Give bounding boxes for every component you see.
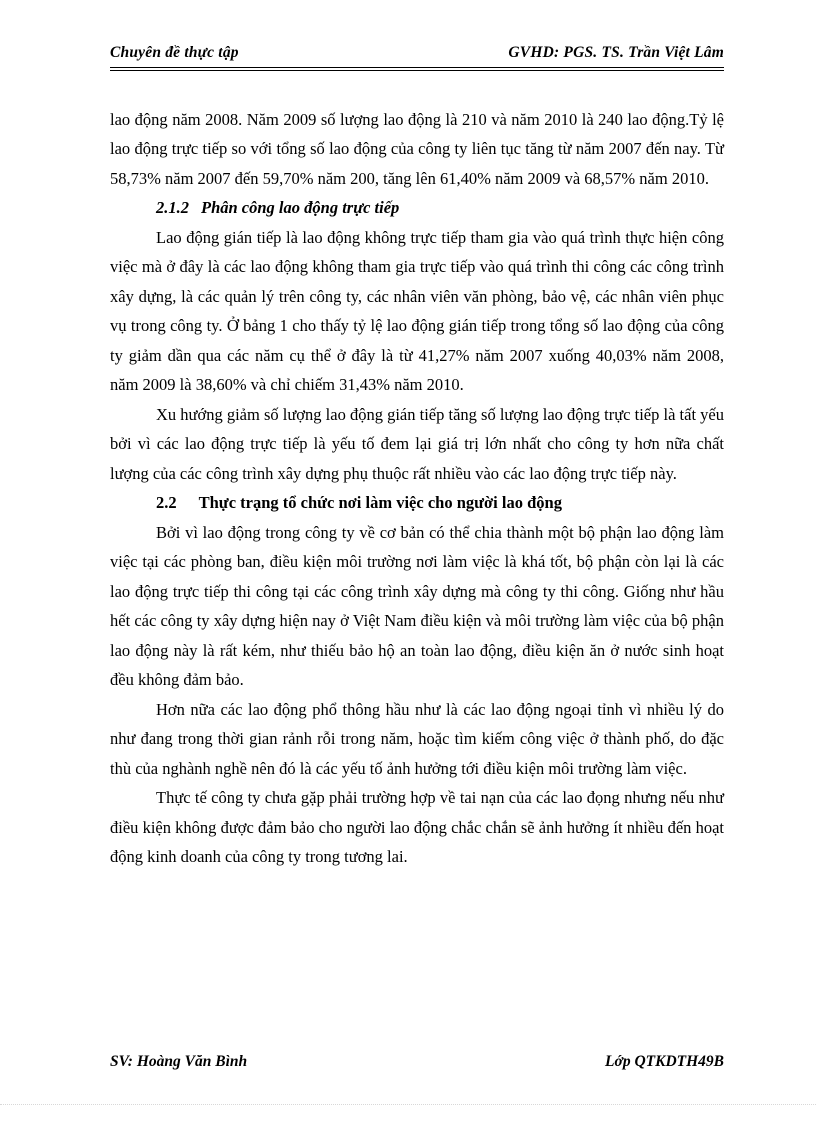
page-footer xyxy=(110,1049,724,1071)
paragraph-workplace: Bởi vì lao động trong công ty về cơ bản có thể chia thành một bộ phận lao động làm việc tại các phòng ban, điều kiện môi trường nơi làm việc là khá tốt, bộ phận còn lại là các lao động trực tiếp thi công tại các công trình xây dựng mà công ty thi công. Giống như hầu hết các công ty xây dựng hiện nay ở Việt Nam điều kiện và môi trường làm việc của bộ phận lao động này là rất kém, như thiếu bảo hộ an toàn lao động, điều kiện ăn ở nước sinh hoạt đều không đảm bảo. xyxy=(110,522,724,689)
footer-row xyxy=(110,1049,724,1071)
header-right-text: GVHD: PGS. TS. Trần Việt Lâm xyxy=(508,44,724,61)
page-header xyxy=(110,44,724,66)
body-text xyxy=(110,105,724,872)
footer-right-text: Lớp QTKDTH49B xyxy=(605,1053,724,1070)
footer-left-text: SV: Hoàng Văn Bình xyxy=(110,1053,248,1070)
paragraph-safety: Thực tế công ty chưa gặp phải trường hợp về tai nạn của các lao đọng nhưng nếu như điều kiện không được đảm bảo cho người lao động chắc chắn sẽ ảnh hưởng ít nhiều đến hoạt động kinh doanh của công ty trong tương lai. xyxy=(110,788,724,866)
heading-2-2 xyxy=(110,488,724,518)
header-rule-bottom xyxy=(110,70,724,71)
header-rule-top xyxy=(110,67,724,68)
paragraph-trend: Xu hướng giảm số lượng lao động gián tiếp tăng số lượng lao động trực tiếp là tất yếu bởi vì các lao động trực tiếp là yếu tố đem lại giá trị lớn nhất cho công ty hơn nữa chất lượng của các công trình xây dựng phụ thuộc rất nhiều vào các lao động trực tiếp này. xyxy=(110,404,724,483)
heading-2-1-2-text: Phân công lao động trực tiếp xyxy=(201,198,400,217)
heading-2-1-2-number: 2.1.2 xyxy=(156,198,189,217)
page-content xyxy=(110,44,724,1063)
heading-2-2-number: 2.2 xyxy=(156,493,177,512)
page-bottom-edge xyxy=(0,1104,816,1123)
paragraph-continued: lao động năm 2008. Năm 2009 số lượng lao động là 210 và năm 2010 là 240 lao động.Tỷ lệ lao động trực tiếp so với tổng số lao động của công ty liên tục tăng từ năm 2007 đến nay. Từ 58,73% năm 2007 đến 59,70% năm 200, tăng lên 61,40% năm 2009 và 68,57% năm 2010. xyxy=(110,109,724,188)
heading-2-1-2 xyxy=(110,193,724,223)
header-left-text: Chuyên đề thực tập xyxy=(110,44,239,61)
paragraph-indirect-labor: Lao động gián tiếp là lao động không trực tiếp tham gia vào quá trình thực hiện công việc mà ở đây là các lao động không tham gia trực tiếp vào quá trình thi công các công trình xây dựng, là các quản lý trên công ty, các nhân viên văn phòng, bảo vệ, các nhân viên phục vụ trong công ty. Ở bảng 1 cho thấy tỷ lệ lao động gián tiếp trong tổng số lao động của công ty giảm dần qua các năm cụ thể ở đây là từ 41,27% năm 2007 xuống 40,03% năm 2008, năm 2009 là 38,60% và chỉ chiếm 31,43% năm 2010. xyxy=(110,227,724,394)
heading-2-2-text: Thực trạng tổ chức nơi làm việc cho người lao động xyxy=(198,493,562,512)
paragraph-migrant-labor: Hơn nữa các lao động phổ thông hầu như là các lao động ngoại tỉnh vì nhiều lý do như đang trong thời gian rảnh rỗi trong năm, hoặc tìm kiếm công việc ở thành phố, do đặc thù của nghành nghề nên đó là các yếu tố ảnh hưởng tới điều kiện môi trường làm việc. xyxy=(110,699,724,778)
